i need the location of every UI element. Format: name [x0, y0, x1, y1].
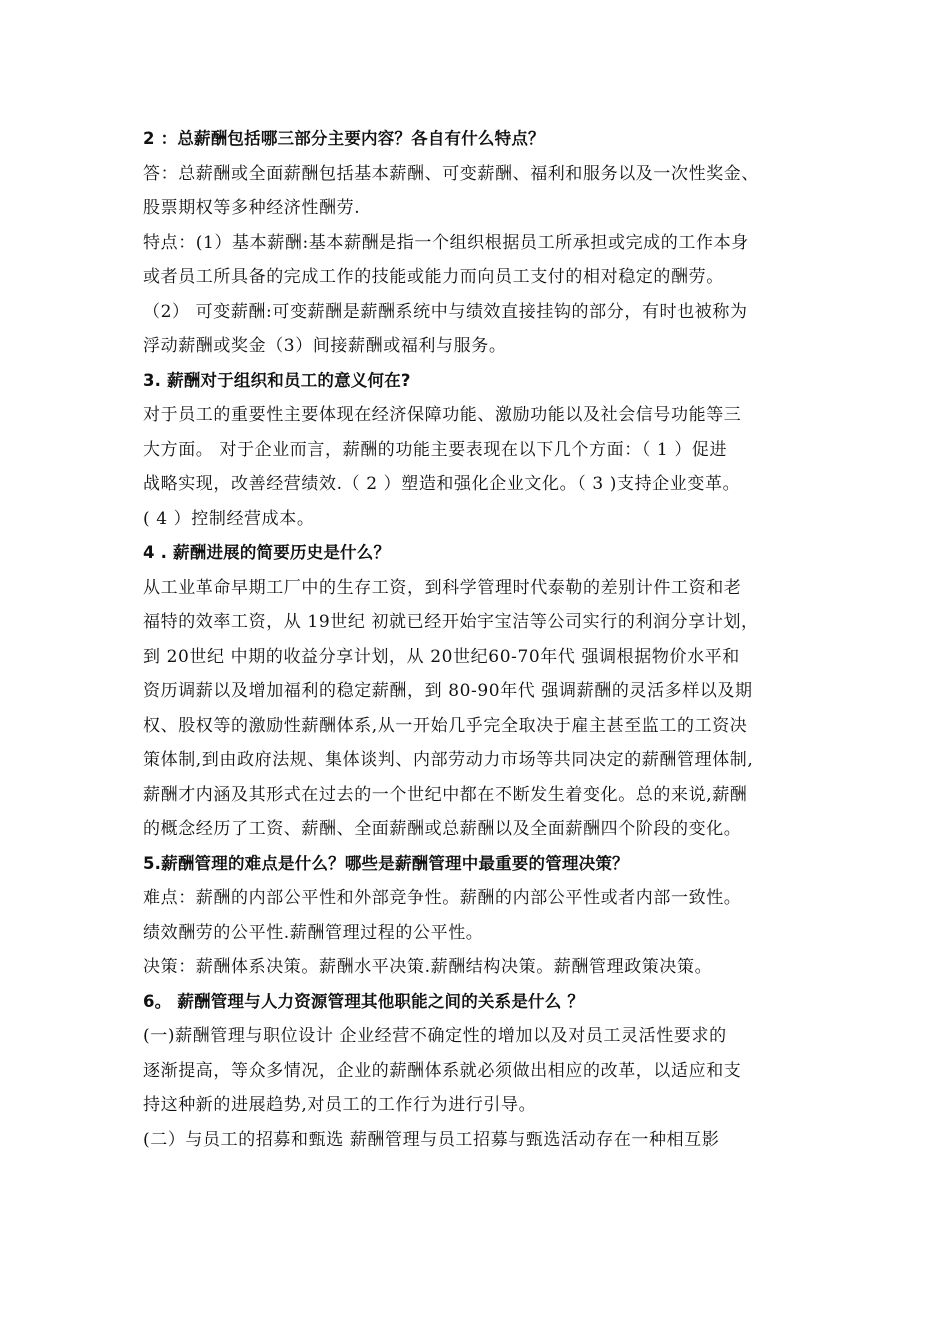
body-text-line: 薪酬才内涵及其形式在过去的一个世纪中都在不断发生着变化。总的来说,薪酬 [143, 784, 748, 805]
body-text-line: 对于员工的重要性主要体现在经济保障功能、激励功能以及社会信号功能等三 [143, 405, 742, 425]
section-heading: 5.薪酬管理的难点是什么？哪些是薪酬管理中最重要的管理决策？ [143, 853, 629, 873]
body-text-line: 策体制,到由政府法规、集体谈判、内部劳动力市场等共同决定的薪酬管理体制, [143, 750, 754, 770]
body-text-line: (一)薪酬管理与职位设计 企业经营不确定性的增加以及对员工灵活性要求的 [143, 1026, 727, 1046]
body-text-line: 特点：(1）基本薪酬:基本薪酬是指一个组织根据员工所承担或完成的工作本身 [143, 232, 749, 253]
body-text-line: 浮动薪酬或奖金（3）间接薪酬或福利与服务。 [143, 336, 507, 356]
section-heading: 2 ：总薪酬包括哪三部分主要内容？各自有什么特点？ [143, 129, 545, 148]
body-text-line: 绩效酬劳的公平性.薪酬管理过程的公平性。 [143, 922, 484, 943]
body-text-line: 从工业革命早期工厂中的生存工资，到科学管理时代泰勒的差别计件工资和老 [143, 577, 742, 598]
body-text-line: 福特的效率工资，从 19世纪 初就已经开始宇宝洁等公司实行的利润分享计划， [143, 612, 759, 632]
body-text-line: ( 4 ）控制经营成本。 [143, 508, 315, 529]
body-text-line: 或者员工所具备的完成工作的技能或能力而向员工支付的相对稳定的酬劳。 [143, 267, 724, 287]
body-text-line: 大方面。 对于企业而言，薪酬的功能主要表现在以下几个方面：（ 1 ）促进 [143, 439, 728, 460]
body-text-line: 持这种新的进展趋势,对员工的工作行为进行引导。 [143, 1095, 537, 1115]
document-body [143, 122, 833, 1157]
body-text-line: 逐渐提高，等众多情况，企业的薪酬体系就必须做出相应的改革，以适应和支 [143, 1060, 742, 1081]
body-text-line: 的概念经历了工资、薪酬、全面薪酬或总薪酬以及全面薪酬四个阶段的变化。 [143, 819, 742, 839]
section-heading: 3. 薪酬对于组织和员工的意义何在? [143, 370, 411, 390]
section-heading: 6。 薪酬管理与人力资源管理其他职能之间的关系是什么 ？ [143, 991, 585, 1011]
body-text-line: 股票期权等多种经济性酬劳. [143, 198, 361, 218]
body-text-line: 到 20世纪 中期的收益分享计划，从 20世纪60-70年代 强调根据物价水平和 [143, 646, 740, 667]
body-text-line: 决策：薪酬体系决策。薪酬水平决策.薪酬结构决策。薪酬管理政策决策。 [143, 957, 713, 977]
section-heading: 4 . 薪酬进展的简要历史是什么？ [143, 543, 391, 562]
body-text-line: （2） 可变薪酬:可变薪酬是薪酬系统中与绩效直接挂钩的部分，有时也被称为 [143, 301, 748, 322]
body-text-line: 难点：薪酬的内部公平性和外部竞争性。薪酬的内部公平性或者内部一致性。 [143, 888, 742, 908]
body-text-line: (二）与员工的招募和甄选 薪酬管理与员工招募与甄选活动存在一种相互影 [143, 1129, 720, 1150]
body-text-line: 权、股权等的激励性薪酬体系,从一开始几乎完全取决于雇主甚至监工的工资决 [143, 715, 748, 736]
body-text-line: 战略实现，改善经营绩效.（ 2 ）塑造和强化企业文化。（ 3 )支持企业变革。 [143, 474, 741, 494]
body-text-line: 资历调薪以及增加福利的稳定薪酬，到 80-90年代 强调薪酬的灵活多样以及期 [143, 681, 753, 701]
body-text-line: 答：总薪酬或全面薪酬包括基本薪酬、可变薪酬、福利和服务以及一次性奖金、 [143, 163, 759, 184]
